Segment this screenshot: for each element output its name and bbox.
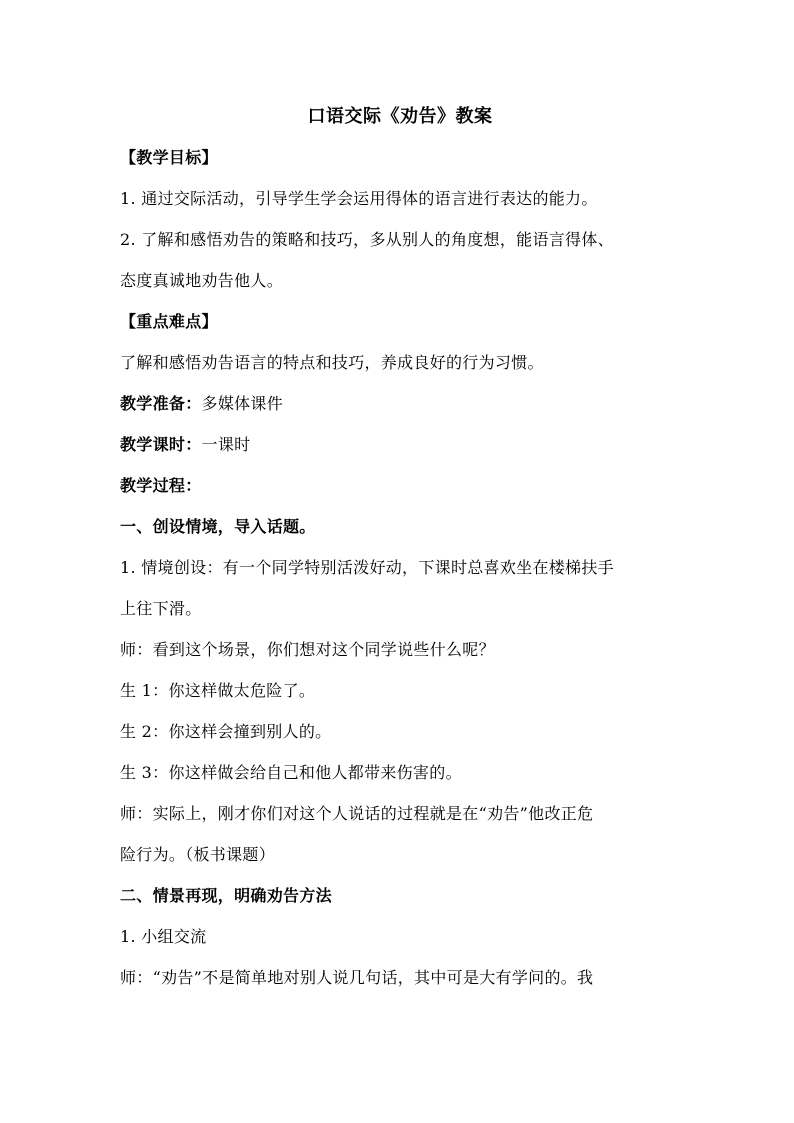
body-text: 1. 情境创设：有一个同学特别活泼好动，下课时总喜欢坐在楼梯扶手 (120, 558, 614, 577)
body-text: 师：看到这个场景，你们想对这个同学说些什么呢？ (120, 640, 495, 659)
bold-text: 教学课时： (120, 435, 202, 454)
document-line (120, 957, 680, 998)
document-body (120, 97, 680, 998)
document-line (120, 793, 680, 834)
document-line (120, 670, 680, 711)
bold-text: 【重点难点】 (120, 312, 218, 331)
body-text: 一课时 (201, 435, 251, 454)
document-line (120, 916, 680, 957)
document-line (120, 260, 680, 301)
body-text: 多媒体课件 (201, 394, 284, 413)
body-text: 生 1：你这样做太危险了。 (120, 681, 316, 700)
document-line (120, 424, 680, 465)
body-text: 师：“劝告”不是简单地对别人说几句话，其中可是大有学问的。我 (120, 968, 594, 987)
document-line (120, 219, 680, 260)
document-line (120, 711, 680, 752)
body-text: 1. 通过交际活动，引导学生学会运用得体的语言进行表达的能力。 (120, 189, 598, 208)
body-text: 险行为。（板书课题） (120, 845, 276, 864)
document-line (120, 506, 680, 547)
document-line (120, 629, 680, 670)
body-text: 上往下滑。 (120, 599, 202, 618)
document-line (120, 383, 680, 424)
document-line (120, 547, 680, 588)
bold-text: 【教学目标】 (120, 148, 218, 167)
document-lines (120, 137, 680, 998)
body-text: 了解和感悟劝告语言的特点和技巧，养成良好的行为习惯。 (120, 353, 544, 372)
document-line (120, 834, 680, 875)
bold-text: 二、情景再现，明确劝告方法 (120, 886, 332, 905)
bold-text: 教学过程： (120, 476, 202, 495)
document-line (120, 875, 680, 916)
body-text: 2. 了解和感悟劝告的策略和技巧，多从别人的角度想，能语言得体、 (120, 230, 614, 249)
body-text: 生 3：你这样做会给自己和他人都带来伤害的。 (120, 763, 462, 782)
bold-text: 教学准备： (120, 394, 202, 413)
document-line (120, 752, 680, 793)
document-line (120, 178, 680, 219)
body-text: 师：实际上，刚才你们对这个人说话的过程就是在“劝告”他改正危 (120, 804, 594, 823)
document-line (120, 137, 680, 178)
document-title: 口语交际《劝告》教案 (307, 106, 493, 127)
document-line (120, 588, 680, 629)
body-text: 生 2：你这样会撞到别人的。 (120, 722, 332, 741)
body-text: 态度真诚地劝告他人。 (120, 271, 284, 290)
body-text: 1. 小组交流 (120, 927, 207, 946)
bold-text: 一、创设情境，导入话题。 (120, 517, 316, 536)
document-line (120, 465, 680, 506)
document-line (120, 342, 680, 383)
document-line (120, 301, 680, 342)
